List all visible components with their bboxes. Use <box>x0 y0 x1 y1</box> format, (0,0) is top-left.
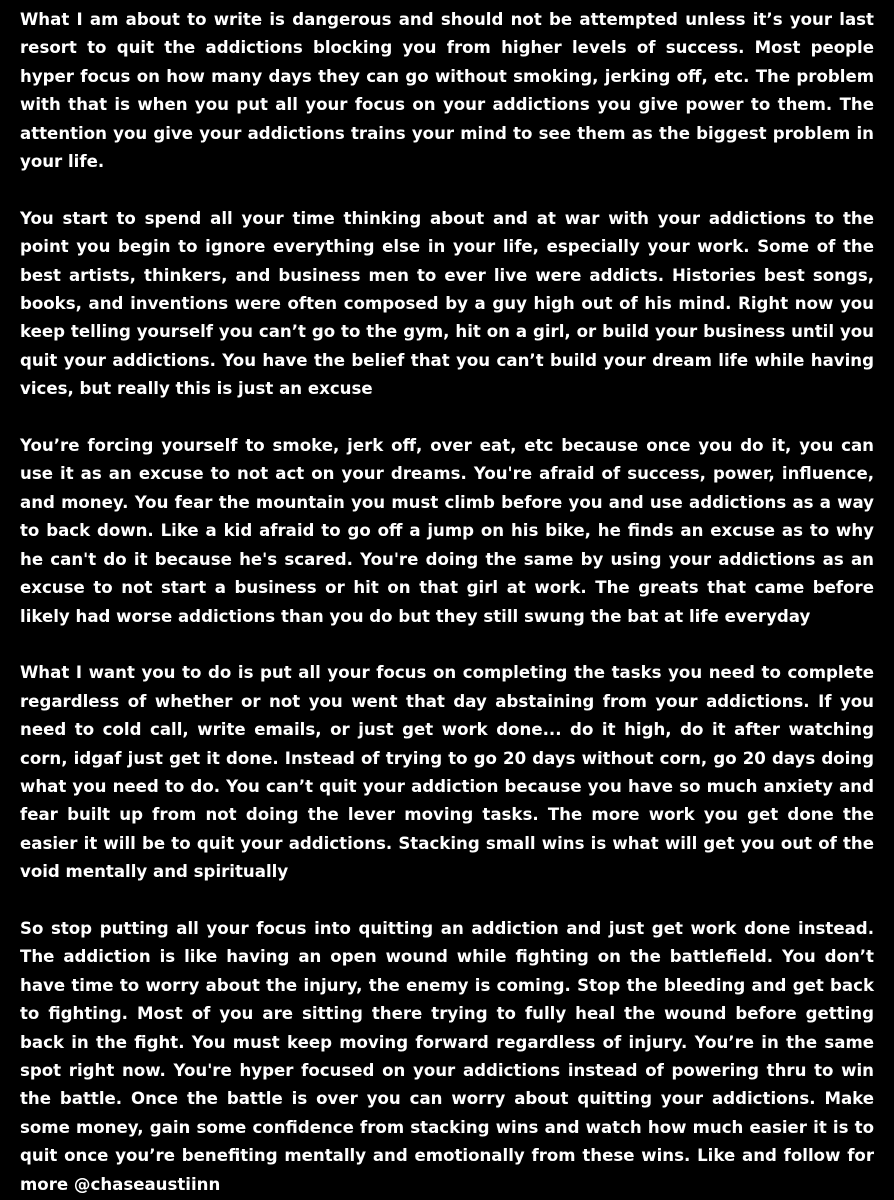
paragraph-4: What I want you to do is put all your focus on completing the tasks you need to complete regardless of whether or not you went that day abstaining from your addictions. If you need to cold call, write emails, or just get work done... do it high, do it after watching corn, idgaf just get it done. Instead of trying to go 20 days without corn, go 20 days doing what you need to do. You can’t quit your addiction because you have so much anxiety and fear built up from not doing the lever moving tasks. The more work you get done the easier it will be to quit your addictions. Stacking small wins is what will get you out of the void mentally and spiritually <box>20 663 874 882</box>
paragraph-3: You’re forcing yourself to smoke, jerk off, over eat, etc because once you do it, you can use it as an excuse to not act on your dreams. You're afraid of success, power, influence, and money. You fear the mountain you must climb before you and use addictions as a way to back down. Like a kid afraid to go off a jump on his bike, he finds an excuse as to why he can't do it because he's scared. You're doing the same by using your addictions as an excuse to not start a business or hit on that girl at work. The greats that came before likely had worse addictions than you do but they still swung the bat at life everyday <box>20 436 874 626</box>
paragraph-1: What I am about to write is dangerous and should not be attempted unless it’s your last resort to quit the addictions blocking you from higher levels of success. Most people hyper focus on how many days they can go without smoking, jerking off, etc. The problem with that is when you put all your focus on your addictions you give power to them. The attention you give your addictions trains your mind to see them as the biggest problem in your life. <box>20 10 874 172</box>
paragraph-5: So stop putting all your focus into quitting an addiction and just get work done instead. The addiction is like having an open wound while fighting on the battlefield. You don’t have time to worry about the injury, the enemy is coming. Stop the bleeding and get back to fighting. Most of you are sitting there trying to fully heal the wound before getting back in the fight. You must keep moving forward regardless of injury. You’re in the same spot right now. You're hyper focused on your addictions instead of powering thru to win the battle. Once the battle is over you can worry about quitting your addictions. Make some money, gain some confidence from stacking wins and watch how much easier it is to quit once you’re benefiting mentally and emotionally from these wins. Like and follow for more @chaseaustiinn <box>20 918 874 1194</box>
paragraph-2: You start to spend all your time thinking about and at war with your addictions to the point you begin to ignore everything else in your life, especially your work. Some of the best artists, thinkers, and business men to ever live were addicts. Histories best songs, books, and inventions were often composed by a guy high out of his mind. Right now you keep telling yourself you can’t go to the gym, hit on a girl, or build your business until you quit your addictions. You have the belief that you can’t build your dream life while having vices, but really this is just an excuse <box>20 208 874 399</box>
